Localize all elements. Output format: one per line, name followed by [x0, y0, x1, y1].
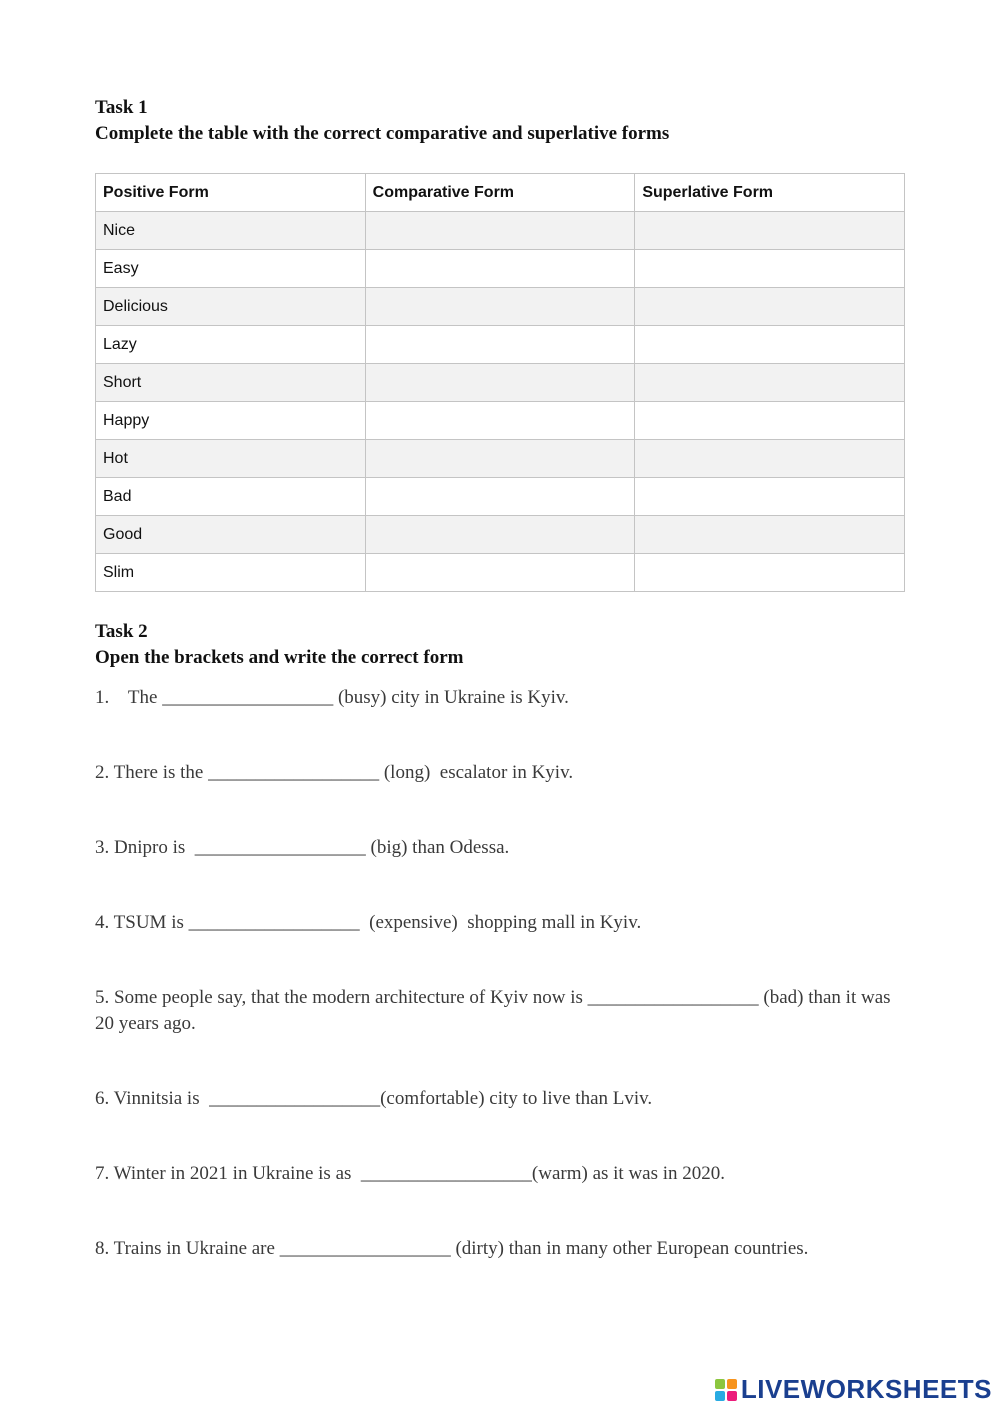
table-row [96, 554, 905, 592]
table-row [96, 212, 905, 250]
comparative-answer-cell[interactable] [365, 212, 635, 250]
comparative-answer-cell[interactable] [365, 364, 635, 402]
table-row [96, 402, 905, 440]
positive-cell: Nice [96, 212, 366, 250]
task2-section [95, 619, 905, 1262]
positive-cell: Delicious [96, 288, 366, 326]
superlative-answer-cell[interactable] [635, 212, 905, 250]
logo-square [715, 1391, 725, 1401]
comparative-answer-cell[interactable] [365, 516, 635, 554]
table-row [96, 288, 905, 326]
positive-cell: Lazy [96, 326, 366, 364]
sentence-item[interactable]: 6. Vinnitsia is __________________(comfortable) city to live than Lviv. [95, 1088, 653, 1109]
task1-label: Task 1 [95, 97, 148, 118]
table-row [96, 440, 905, 478]
table-row [96, 478, 905, 516]
task2-instruction: Open the brackets and write the correct form [95, 647, 464, 668]
table-row [96, 326, 905, 364]
logo-square [727, 1391, 737, 1401]
header-positive-form: Positive Form [96, 174, 366, 212]
table-row [96, 250, 905, 288]
worksheet-page [95, 95, 905, 1311]
positive-cell: Hot [96, 440, 366, 478]
superlative-answer-cell[interactable] [635, 402, 905, 440]
sentence-item[interactable]: 4. TSUM is __________________ (expensive) shopping mall in Kyiv. [95, 912, 642, 933]
comparative-answer-cell[interactable] [365, 402, 635, 440]
positive-cell: Good [96, 516, 366, 554]
table-header-row [96, 174, 905, 212]
superlative-answer-cell[interactable] [635, 478, 905, 516]
comparative-answer-cell[interactable] [365, 554, 635, 592]
superlative-answer-cell[interactable] [635, 364, 905, 402]
superlative-answer-cell[interactable] [635, 250, 905, 288]
sentence-item[interactable]: 2. There is the __________________ (long) escalator in Kyiv. [95, 762, 574, 783]
comparative-answer-cell[interactable] [365, 250, 635, 288]
brand-name: LIVEWORKSHEETS [740, 1374, 992, 1404]
positive-cell: Short [96, 364, 366, 402]
positive-cell: Slim [96, 554, 366, 592]
sentence-item[interactable]: 8. Trains in Ukraine are __________________ (dirty) than in many other European countries. [95, 1238, 809, 1259]
logo-square [727, 1379, 737, 1389]
positive-cell: Easy [96, 250, 366, 288]
forms-table [95, 173, 905, 592]
comparative-answer-cell[interactable] [365, 288, 635, 326]
positive-cell: Happy [96, 402, 366, 440]
sentence-item[interactable]: 1. The __________________ (busy) city in Ukraine is Kyiv. [95, 687, 569, 708]
task2-label: Task 2 [95, 621, 148, 642]
header-comparative-form: Comparative Form [365, 174, 635, 212]
table-row [96, 516, 905, 554]
sentence-item[interactable]: 5. Some people say, that the modern architecture of Kyiv now is __________________ (bad) than it was 20 years ago. [95, 987, 896, 1034]
liveworksheets-brand[interactable] [715, 1374, 992, 1405]
header-superlative-form: Superlative Form [635, 174, 905, 212]
positive-cell: Bad [96, 478, 366, 516]
logo-square [715, 1379, 725, 1389]
superlative-answer-cell[interactable] [635, 440, 905, 478]
sentence-item[interactable]: 3. Dnipro is __________________ (big) than Odessa. [95, 837, 510, 858]
comparative-answer-cell[interactable] [365, 440, 635, 478]
comparative-answer-cell[interactable] [365, 326, 635, 364]
comparative-answer-cell[interactable] [365, 478, 635, 516]
task1-instruction: Complete the table with the correct comparative and superlative forms [95, 123, 670, 144]
sentence-list [95, 685, 905, 1262]
superlative-answer-cell[interactable] [635, 516, 905, 554]
superlative-answer-cell[interactable] [635, 288, 905, 326]
table-row [96, 364, 905, 402]
superlative-answer-cell[interactable] [635, 326, 905, 364]
sentence-item[interactable]: 7. Winter in 2021 in Ukraine is as __________________(warm) as it was in 2020. [95, 1163, 726, 1184]
superlative-answer-cell[interactable] [635, 554, 905, 592]
liveworksheets-logo-icon [715, 1379, 737, 1401]
